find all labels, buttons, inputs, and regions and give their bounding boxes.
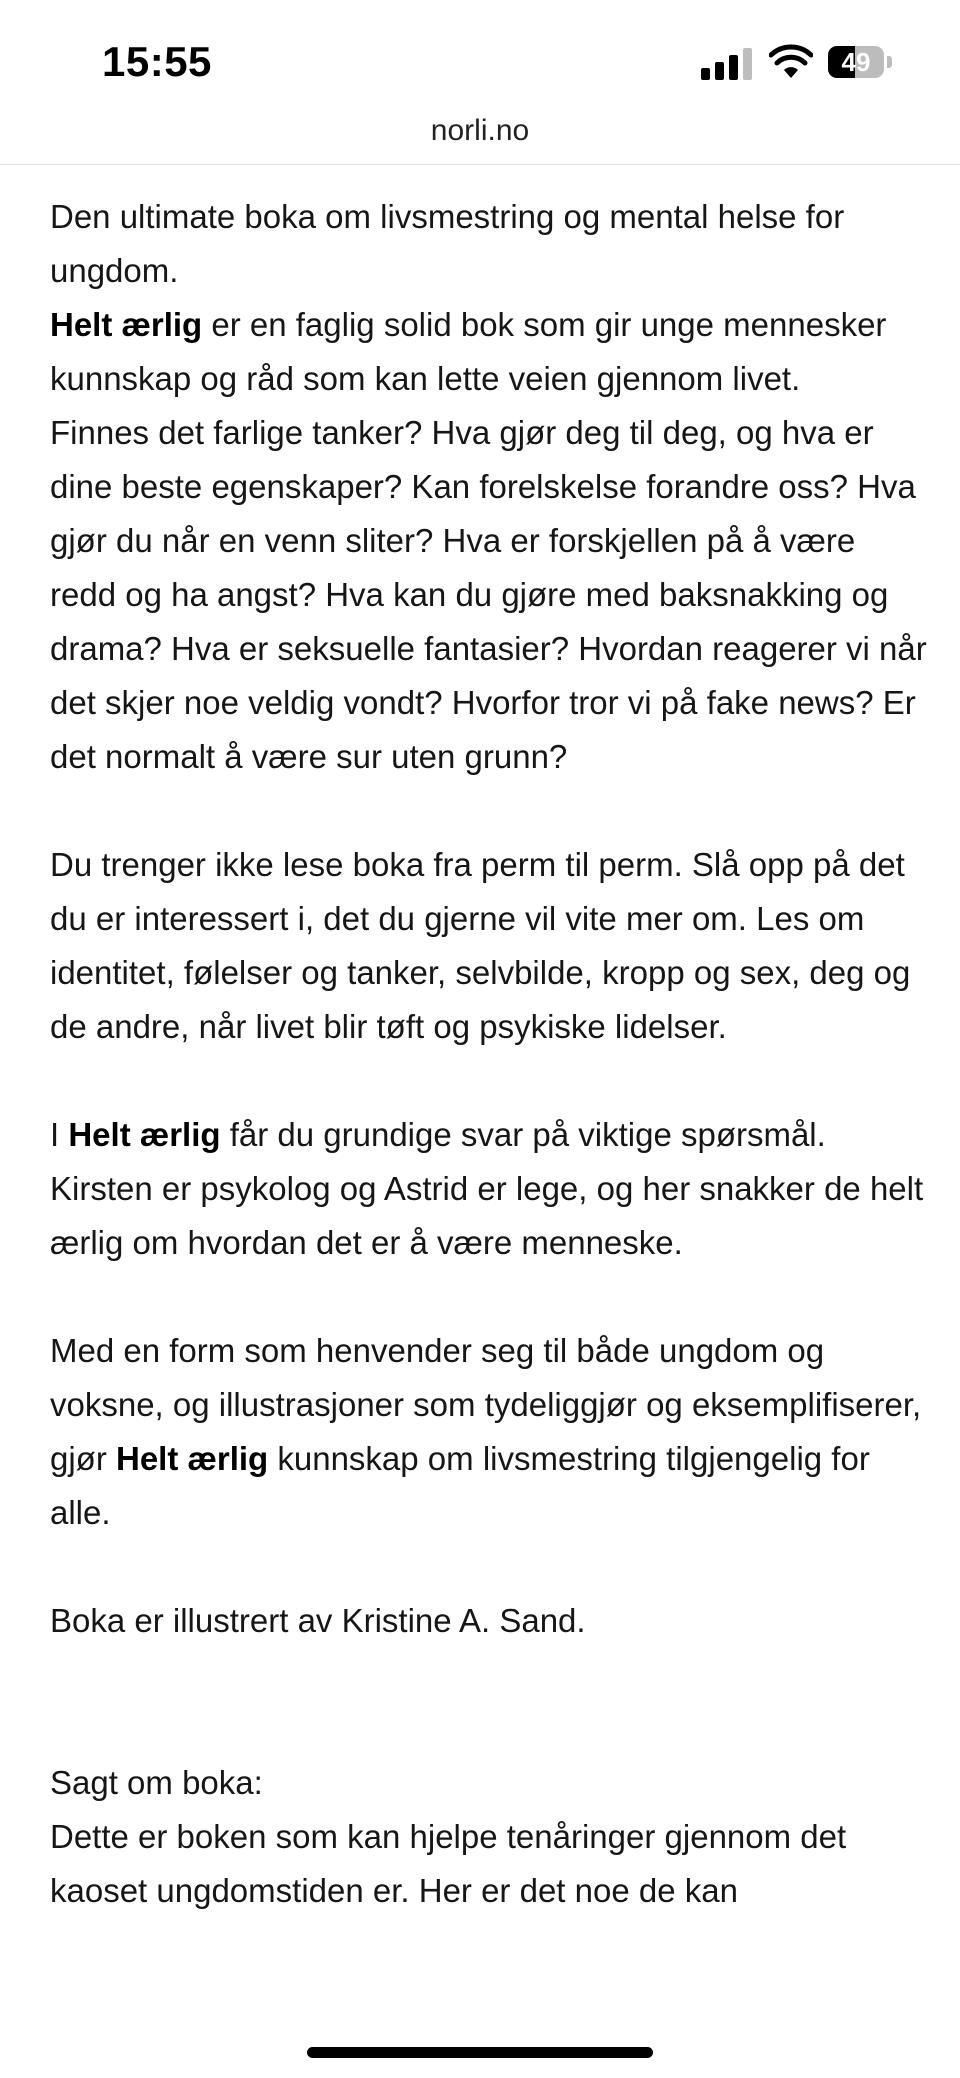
book-description	[50, 190, 930, 1918]
battery-cap	[887, 56, 892, 68]
address-bar[interactable]	[0, 110, 960, 165]
audience-text: kunnskap om livsmestring tilgjengelig for alle.	[50, 1440, 870, 1531]
authors-text: får du grundige svar på viktige spørsmål. Kirsten er psykolog og Astrid er lege, og her snakker de helt ærlig om hvordan det er å være menneske.	[50, 1116, 924, 1261]
signal-bar-4	[743, 48, 752, 80]
signal-bar-1	[701, 68, 710, 80]
battery-level-text: 49	[841, 47, 871, 77]
book-title-bold: Helt ærlig	[116, 1440, 269, 1477]
review-quote: Dette er boken som kan hjelpe tenåringer gjennom det kaoset ungdomstiden er. Her er det noe de kan	[50, 1818, 847, 1909]
cellular-signal-icon	[701, 48, 753, 80]
signal-bar-3	[729, 55, 738, 80]
wifi-icon	[769, 44, 813, 80]
address-bar-url[interactable]: norli.no	[430, 114, 530, 147]
audience-text-start: Med en form som henvender seg til både ungdom og voksne, og illustrasjoner som tydeliggjør og eksemplifiserer, gjør	[50, 1332, 922, 1477]
reviews-heading: Sagt om boka:	[50, 1764, 263, 1801]
summary-paragraph	[50, 298, 930, 406]
signal-bar-2	[715, 62, 724, 80]
home-indicator[interactable]	[307, 2047, 653, 2058]
status-bar	[0, 0, 960, 110]
book-title-bold: Helt ærlig	[50, 306, 203, 343]
authors-text-start: I	[50, 1116, 69, 1153]
illustrator-paragraph: Boka er illustrert av Kristine A. Sand.	[50, 1602, 586, 1639]
questions-paragraph: Finnes det farlige tanker? Hva gjør deg til deg, og hva er dine beste egenskaper? Kan forelskelse forandre oss? Hva gjør du når en venn sliter? Hva er forskjellen på å være redd og ha angst? Hva kan du gjøre med baksnakking og drama? Hva er seksuelle fantasier? Hvordan reagerer vi når det skjer noe veldig vondt? Hvorfor tror vi på fake news? Er det normalt å være sur uten grunn?	[50, 414, 927, 775]
battery-icon	[828, 46, 884, 78]
authors-paragraph	[50, 1108, 930, 1270]
audience-paragraph	[50, 1324, 930, 1540]
reading-paragraph: Du trenger ikke lese boka fra perm til perm. Slå opp på det du er interessert i, det du gjerne vil vite mer om. Les om identitet, følelser og tanker, selvbilde, kropp og sex, deg og de andre, når livet blir tøft og psykiske lidelser.	[50, 846, 911, 1045]
status-time: 15:55	[102, 38, 212, 85]
book-title-bold: Helt ærlig	[68, 1116, 221, 1153]
summary-text: er en faglig solid bok som gir unge mennesker kunnskap og råd som kan lette veien gjennom livet.	[50, 306, 887, 397]
intro-paragraph: Den ultimate boka om livsmestring og mental helse for ungdom.	[50, 198, 845, 289]
